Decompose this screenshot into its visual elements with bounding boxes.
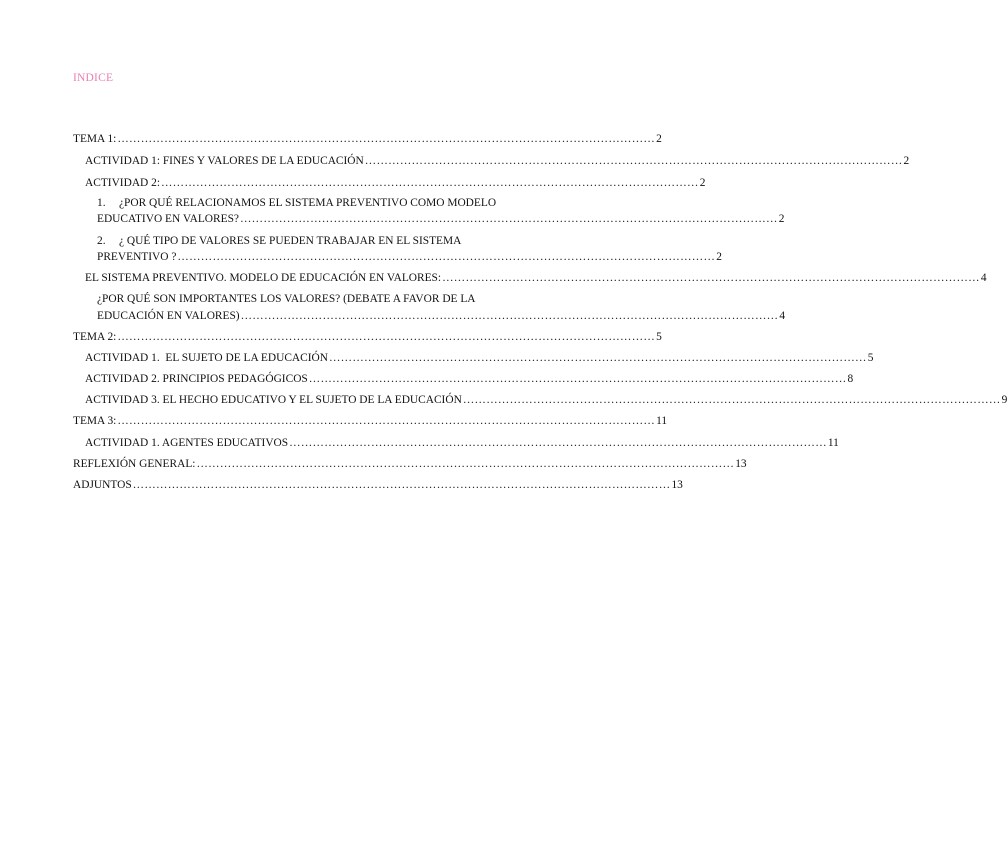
list-number: 2. (97, 235, 106, 247)
toc-entry-actividad-1-fines[interactable] (85, 154, 910, 168)
toc-entry-debate-line-1[interactable] (97, 292, 476, 306)
toc-entry-t2-actividad-1[interactable] (85, 351, 874, 365)
toc-entry-tema-2[interactable] (73, 330, 662, 344)
dot-leader: ………………………………………………………………………………………………………………………… (196, 458, 735, 470)
toc-entry-t2-actividad-2[interactable] (85, 372, 854, 386)
toc-entry-tema-1[interactable] (73, 132, 662, 146)
toc-page-number: 13 (735, 458, 747, 470)
toc-entry-label: ACTIVIDAD 1: FINES Y VALORES DE LA EDUCACIÓN (85, 155, 364, 167)
toc-entry-label: ADJUNTOS (73, 479, 132, 491)
toc-page-number: 11 (827, 437, 839, 449)
dot-leader: ………………………………………………………………………………………………………………………… (239, 213, 778, 225)
toc-entry-question-2-line-1[interactable] (97, 234, 461, 248)
toc-entry-label: ACTIVIDAD 2. PRINCIPIOS PEDAGÓGICOS (85, 373, 308, 385)
toc-entry-debate-line-2[interactable] (97, 309, 786, 323)
dot-leader: ………………………………………………………………………………………………………………………… (177, 251, 716, 263)
index-heading: INDICE (73, 72, 114, 84)
toc-page-number: 4 (980, 272, 987, 284)
dot-leader: ………………………………………………………………………………………………………………………… (462, 394, 1001, 406)
toc-entry-adjuntos[interactable] (73, 478, 683, 492)
toc-page-number: 2 (903, 155, 910, 167)
dot-leader: ………………………………………………………………………………………………………………………… (364, 155, 903, 167)
toc-page-number: 2 (716, 251, 722, 263)
toc-page-number: 2 (778, 213, 785, 225)
toc-entry-label: PREVENTIVO ? (97, 251, 177, 263)
toc-entry-question-1-line-1[interactable] (97, 196, 496, 210)
toc-entry-label: ¿POR QUÉ RELACIONAMOS EL SISTEMA PREVENTIVO COMO MODELO (119, 197, 497, 209)
toc-page-number: 8 (847, 373, 854, 385)
toc-entry-label: ACTIVIDAD 1. AGENTES EDUCATIVOS (85, 437, 289, 449)
toc-page-number: 13 (671, 479, 683, 491)
toc-entry-label: EDUCATIVO EN VALORES? (97, 213, 239, 225)
dot-leader: ………………………………………………………………………………………………………………………… (160, 177, 699, 189)
dot-leader: ………………………………………………………………………………………………………………………… (308, 373, 847, 385)
toc-page-number: 2 (656, 133, 662, 145)
toc-entry-label: ACTIVIDAD 1. EL SUJETO DE LA EDUCACIÓN (85, 352, 328, 364)
toc-page-number: 4 (779, 310, 786, 322)
list-number: 1. (97, 197, 106, 209)
dot-leader: ………………………………………………………………………………………………………………………… (442, 272, 980, 284)
dot-leader: ………………………………………………………………………………………………………………………… (117, 331, 656, 343)
dot-leader: ………………………………………………………………………………………………………………………… (328, 352, 867, 364)
dot-leader: ………………………………………………………………………………………………………………………… (117, 133, 656, 145)
dot-leader: ………………………………………………………………………………………………………………………… (117, 415, 656, 427)
dot-leader: ………………………………………………………………………………………………………………………… (289, 437, 827, 449)
toc-entry-label: EL SISTEMA PREVENTIVO. MODELO DE EDUCACIÓN EN VALORES: (85, 272, 442, 284)
toc-entry-reflexion-general[interactable] (73, 457, 747, 471)
toc-entry-sistema-preventivo[interactable] (85, 271, 987, 285)
toc-entry-label: TEMA 2: (73, 331, 117, 343)
toc-entry-question-2-line-2[interactable] (97, 250, 722, 264)
toc-entry-label: ¿POR QUÉ SON IMPORTANTES LOS VALORES? (DEBATE A FAVOR DE LA (97, 293, 476, 305)
toc-entry-label: ACTIVIDAD 3. EL HECHO EDUCATIVO Y EL SUJETO DE LA EDUCACIÓN (85, 394, 462, 406)
toc-page-number: 2 (699, 177, 706, 189)
toc-entry-label: REFLEXIÓN GENERAL: (73, 458, 196, 470)
dot-leader: ………………………………………………………………………………………………………………………… (132, 479, 671, 491)
toc-page-number: 5 (867, 352, 874, 364)
toc-entry-label: TEMA 3: (73, 415, 117, 427)
toc-entry-t2-actividad-3[interactable] (85, 393, 1007, 407)
toc-page-number: 11 (656, 415, 668, 427)
toc-entry-label: ¿ QUÉ TIPO DE VALORES SE PUEDEN TRABAJAR EN EL SISTEMA (119, 235, 462, 247)
toc-entry-label: ACTIVIDAD 2: (85, 177, 160, 189)
toc-entry-label: EDUCACIÓN EN VALORES) (97, 310, 240, 322)
toc-page-number: 9 (1001, 394, 1007, 406)
toc-entry-actividad-2[interactable] (85, 176, 706, 190)
dot-leader: ………………………………………………………………………………………………………………………… (240, 310, 779, 322)
toc-entry-label: TEMA 1: (73, 133, 117, 145)
toc-entry-t3-actividad-1[interactable] (85, 436, 839, 450)
toc-page-number: 5 (656, 331, 662, 343)
toc-entry-question-1-line-2[interactable] (97, 212, 785, 226)
toc-entry-tema-3[interactable] (73, 414, 668, 428)
